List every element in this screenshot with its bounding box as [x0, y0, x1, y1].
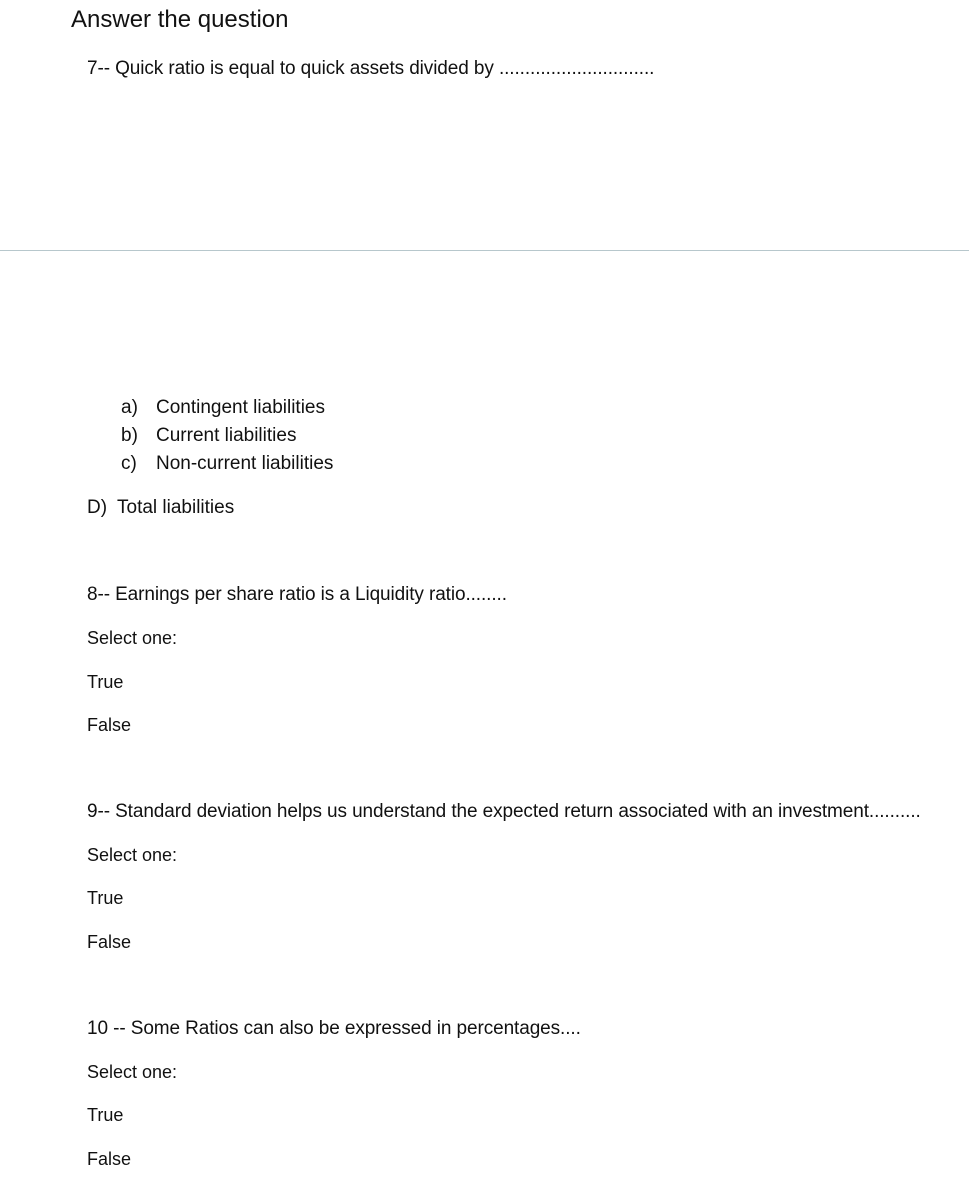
question-9-prompt: Select one: — [87, 845, 178, 865]
option-label: Total liabilities — [117, 497, 235, 518]
option-label: Contingent liabilities — [156, 397, 325, 418]
question-9-false-option[interactable]: False — [87, 932, 132, 952]
question-9-text: 9-- Standard deviation helps us understand the expected return associated with an investment.......... — [87, 801, 921, 822]
question-10-prompt: Select one: — [87, 1062, 178, 1082]
page-title: Answer the question — [71, 6, 289, 33]
question-7-option-d[interactable] — [87, 497, 234, 519]
option-label: Current liabilities — [156, 425, 297, 446]
question-7-text: 7-- Quick ratio is equal to quick assets divided by .............................. — [87, 58, 655, 79]
page-divider — [0, 250, 969, 251]
option-letter: D) — [87, 497, 108, 518]
question-8-text: 8-- Earnings per share ratio is a Liquidity ratio........ — [87, 584, 507, 605]
question-10-false-option[interactable]: False — [87, 1149, 132, 1169]
question-10-true-option[interactable]: True — [87, 1105, 124, 1125]
question-9-true-option[interactable]: True — [87, 888, 124, 908]
question-10-text: 10 -- Some Ratios can also be expressed in percentages.... — [87, 1018, 581, 1039]
option-letter: a) — [121, 397, 138, 418]
question-7-option-c[interactable] — [121, 453, 333, 475]
option-label: Non-current liabilities — [156, 453, 334, 474]
option-letter: b) — [121, 425, 138, 446]
question-7-option-a[interactable] — [121, 397, 325, 419]
question-8-true-option[interactable]: True — [87, 672, 124, 692]
question-8-false-option[interactable]: False — [87, 715, 132, 735]
question-7-option-b[interactable] — [121, 425, 296, 447]
question-8-prompt: Select one: — [87, 628, 178, 648]
option-letter: c) — [121, 453, 137, 474]
